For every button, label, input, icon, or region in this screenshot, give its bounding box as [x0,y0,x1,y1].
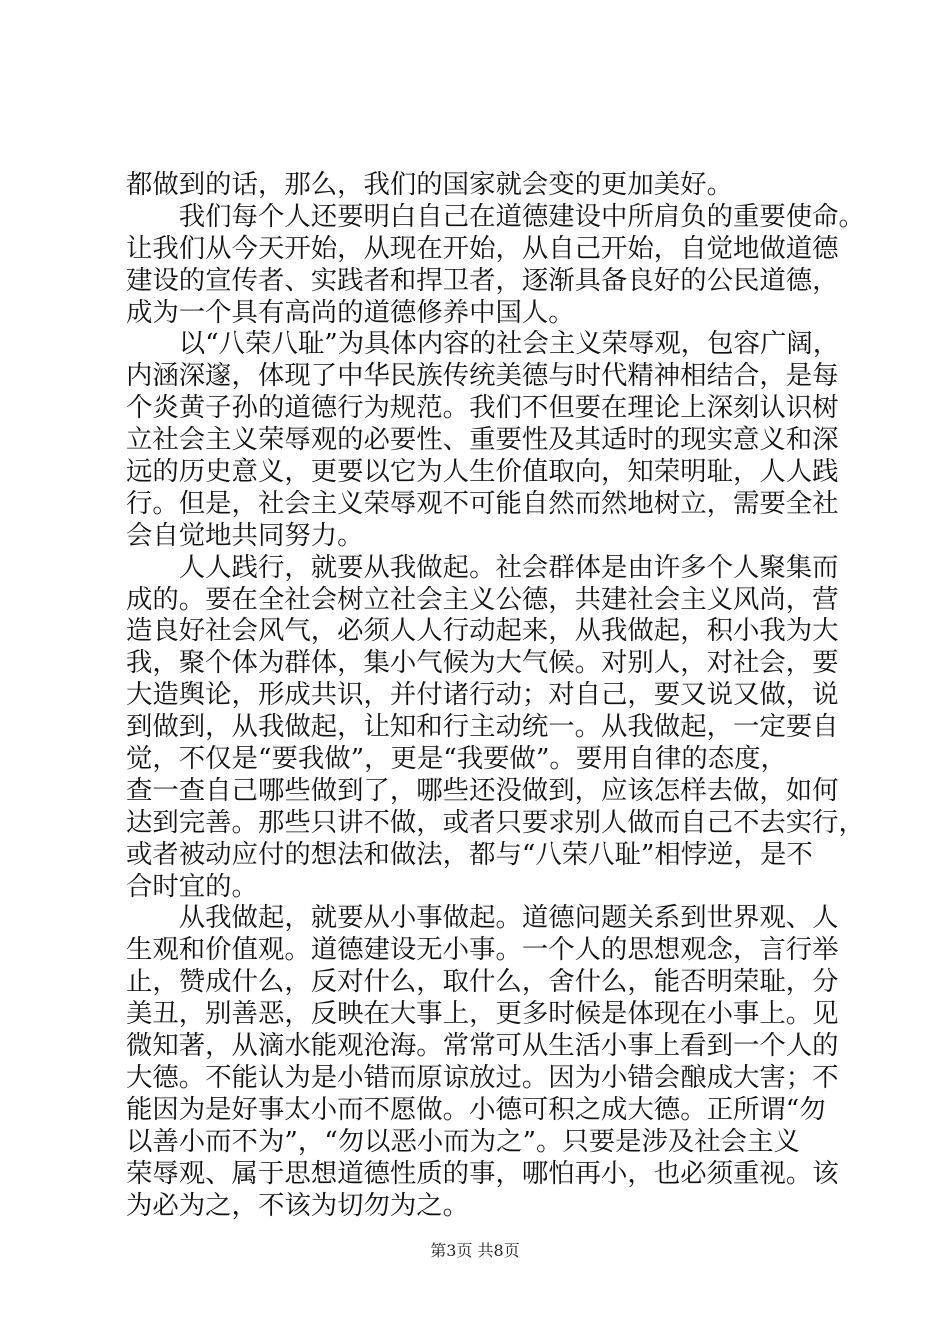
text-line: 从我做起，就要从小事做起。道德问题关系到世界观、人 [126,902,839,934]
text-line: 为必为之，不该为切勿为之。 [126,1189,470,1221]
text-line: 或者被动应付的想法和做法，都与“八荣八耻”相悖逆，是不 [126,838,813,870]
text-line: 远的历史意义，更要以它为人生价值取向，知荣明耻，人人践 [126,456,839,488]
text-line: 到做到，从我做起，让知和行主动统一。从我做起，一定要自 [126,711,839,743]
text-line: 合时宜的。 [126,870,258,902]
text-line: 人人践行，就要从我做起。社会群体是由许多个人聚集而 [126,551,839,583]
text-line: 行。但是，社会主义荣辱观不可能自然而然地树立，需要全社 [126,487,839,519]
text-line: 达到完善。那些只讲不做，或者只要求别人做而自己不去实行， [126,806,865,838]
text-line: 荣辱观、属于思想道德性质的事，哪怕再小，也必须重视。该 [126,1157,839,1189]
text-line: 生观和价值观。道德建设无小事。一个人的思想观念，言行举 [126,934,839,966]
text-line: 我，聚个体为群体，集小气候为大气候。对别人，对社会，要 [126,647,839,679]
body-text [126,169,865,1221]
text-line: 会自觉地共同努力。 [126,519,364,551]
text-line: 觉，不仅是“要我做”，更是“我要做”。要用自律的态度， [126,743,787,775]
text-line: 都做到的话，那么，我们的国家就会变的更加美好。 [126,169,733,200]
text-line: 止，赞成什么，反对什么，取什么，舍什么，能否明荣耻，分 [126,966,839,998]
text-line: 个炎黄子孙的道德行为规范。我们不但要在理论上深刻认识树 [126,392,839,424]
text-line: 微知著，从滴水能观沧海。常常可从生活小事上看到一个人的 [126,1030,839,1062]
text-line: 以善小而不为”，“勿以恶小而为之”。只要是涉及社会主义 [126,1125,800,1157]
text-line: 我们每个人还要明白自己在道德建设中所肩负的重要使命。 [126,200,865,232]
text-line: 成的。要在全社会树立社会主义公德，共建社会主义风尚，营 [126,583,839,615]
text-line: 美丑，别善恶，反映在大事上，更多时候是体现在小事上。见 [126,998,839,1030]
text-line: 造良好社会风气，必须人人行动起来，从我做起，积小我为大 [126,615,839,647]
page-footer: 第3页 共8页 [430,1241,520,1260]
text-line: 以“八荣八耻”为具体内容的社会主义荣辱观，包容广阔， [126,328,840,360]
text-line: 能因为是好事太小而不愿做。小德可积之成大德。正所谓“勿 [126,1093,826,1125]
text-line: 成为一个具有高尚的道德修养中国人。 [126,296,575,328]
text-line: 查一查自己哪些做到了，哪些还没做到，应该怎样去做，如何 [126,774,839,806]
text-line: 大造舆论，形成共识，并付诸行动；对自己，要又说又做，说 [126,679,839,711]
text-line: 大德。不能认为是小错而原谅放过。因为小错会酿成大害；不 [126,1061,839,1093]
text-line: 内涵深邃，体现了中华民族传统美德与时代精神相结合，是每 [126,360,839,392]
text-line: 建设的宣传者、实践者和捍卫者，逐渐具备良好的公民道德， [126,264,839,296]
text-line: 立社会主义荣辱观的必要性、重要性及其适时的现实意义和深 [126,424,839,456]
text-line: 让我们从今天开始，从现在开始，从自己开始，自觉地做道德 [126,232,839,264]
